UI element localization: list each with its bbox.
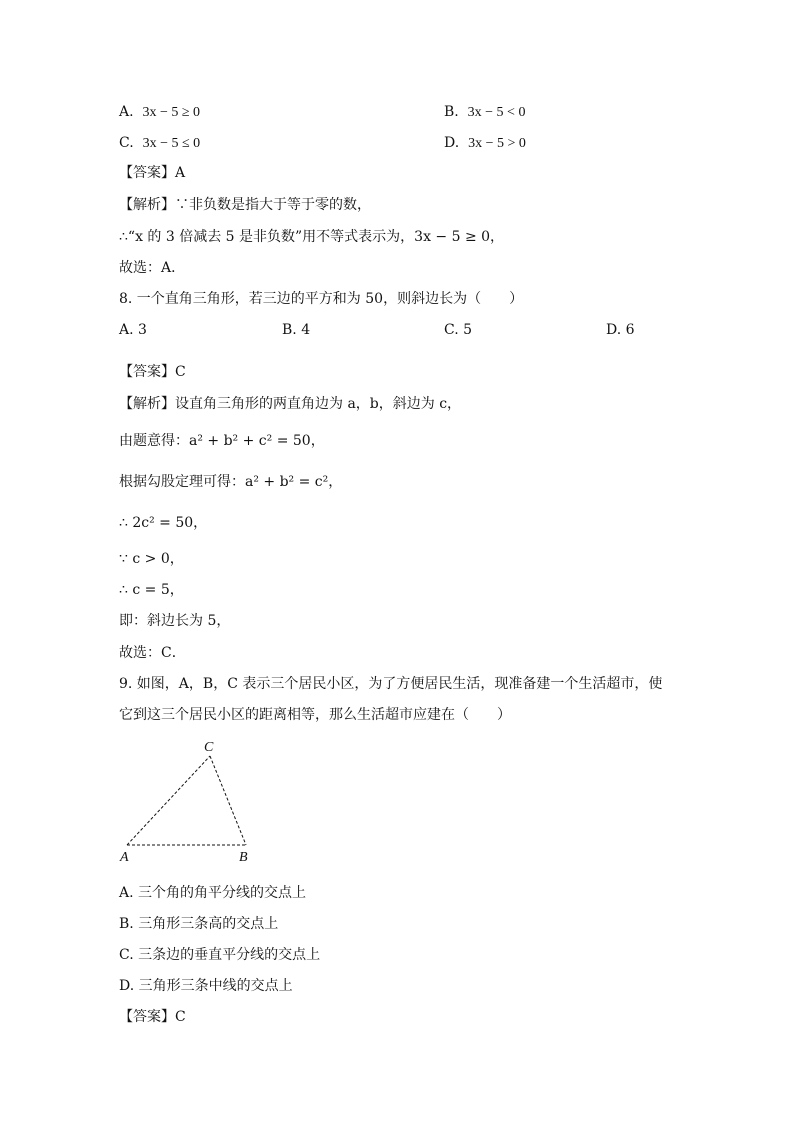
q9-option-b: B. 三角形三条高的交点上 (119, 916, 279, 932)
q8-option-a: A. 3 (119, 322, 147, 338)
q9-answer: 【答案】C (119, 1009, 186, 1025)
q8-option-b: B. 4 (282, 322, 311, 338)
vertex-label-c: C (204, 740, 214, 755)
vertex-label-b: B (239, 850, 248, 865)
q7-option-d: D. 3x − 5 > 0 (444, 135, 526, 151)
side-cb (210, 756, 246, 845)
q8-analysis-line-4: ∴ 2c² = 50， (119, 515, 208, 531)
q8-analysis-line-1: 【解析】设直角三角形的两直角边为 a，b，斜边为 c， (119, 396, 462, 412)
q8-analysis-line-3: 根据勾股定理可得：a² + b² = c²， (119, 474, 343, 490)
q9-option-a: A. 三个角的角平分线的交点上 (119, 885, 307, 901)
q9-option-c: C. 三条边的垂直平分线的交点上 (119, 947, 321, 963)
q7-analysis-line-2: ∴“x 的 3 倍减去 5 是非负数”用不等式表示为，3x − 5 ≥ 0， (119, 229, 505, 245)
q8-stem: 8. 一个直角三角形，若三边的平方和为 50，则斜边长为（ ） (119, 291, 524, 307)
q8-analysis-line-6: ∴ c = 5， (119, 582, 184, 598)
triangle-figure (110, 735, 280, 870)
q9-stem-line-2: 它到这三个居民小区的距离相等，那么生活超市应建在（ ） (119, 707, 511, 723)
q8-analysis-line-8: 故选：C． (119, 645, 186, 661)
q7-option-c: C. 3x − 5 ≤ 0 (119, 135, 201, 151)
q8-option-c: C. 5 (444, 322, 473, 338)
q8-option-d: D. 6 (606, 322, 635, 338)
q7-option-b: B. 3x − 5 < 0 (444, 104, 526, 120)
vertex-label-a: A (120, 850, 129, 865)
q8-answer: 【答案】C (119, 364, 186, 380)
q9-stem-line-1: 9. 如图，A，B，C 表示三个居民小区，为了方便居民生活，现准备建一个生活超市，使 (119, 676, 663, 692)
q7-analysis-line-3: 故选：A． (119, 260, 186, 276)
q9-option-d: D. 三角形三条中线的交点上 (119, 978, 293, 994)
q7-answer: 【答案】A (119, 165, 186, 181)
q8-analysis-line-7: 即：斜边长为 5， (119, 613, 231, 629)
side-ac (127, 756, 210, 845)
q8-analysis-line-2: 由题意得：a² + b² + c² = 50， (119, 433, 325, 449)
q8-analysis-line-5: ∵ c > 0， (119, 551, 184, 567)
q7-analysis-line-1: 【解析】∵非负数是指大于等于零的数， (119, 197, 371, 213)
q7-option-a: A. 3x − 5 ≥ 0 (119, 104, 201, 120)
